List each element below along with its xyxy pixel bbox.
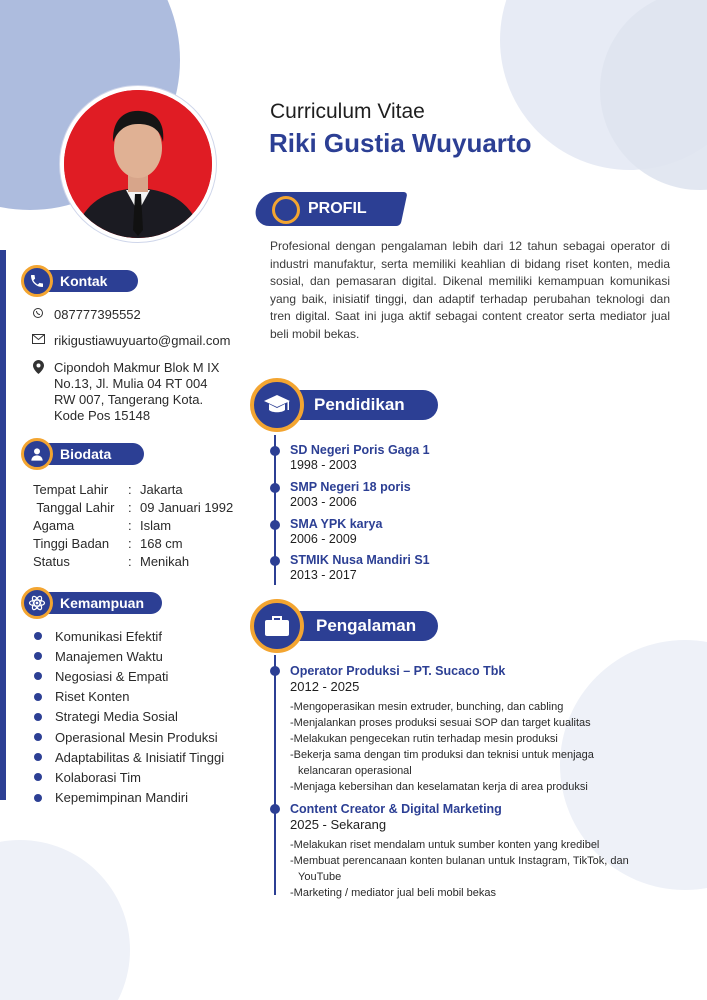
contact-email-row (30, 333, 230, 348)
decorative-circle (0, 840, 130, 1000)
job-period: 2025 - Sekarang (290, 817, 387, 832)
contact-heading-text: Kontak (60, 273, 108, 289)
skill-item (34, 727, 224, 747)
location-pin-icon (30, 360, 46, 377)
skill-item (34, 767, 224, 787)
atom-icon (21, 587, 53, 619)
biodata-value: Menikah (140, 554, 190, 569)
biodata-table (33, 481, 233, 571)
skill-label: Negosiasi & Empati (55, 668, 169, 684)
school-name: SD Negeri Poris Gaga 1 (290, 443, 430, 457)
address-line: No.13, Jl. Mulia 04 RT 004 (54, 376, 208, 391)
biodata-key: Tempat Lahir (33, 482, 109, 497)
school-years: 1998 - 2003 (290, 458, 357, 472)
skill-item (34, 687, 224, 707)
biodata-row (33, 553, 233, 571)
user-icon (21, 438, 53, 470)
bullet-dot (34, 794, 42, 802)
skill-label: Manajemen Waktu (55, 648, 163, 664)
job-task-list (290, 699, 680, 795)
bullet-dot (34, 733, 42, 741)
contact-phone: 087777395552 (54, 307, 141, 322)
bullet-dot (34, 753, 42, 761)
skill-label: Operasional Mesin Produksi (55, 729, 218, 745)
school-years: 2013 - 2017 (290, 568, 357, 582)
job-task: -Marketing / mediator jual beli mobil bekas (290, 887, 497, 899)
job-task: -Melakukan pengecekan rutin terhadap mesin produksi (290, 733, 558, 745)
biodata-row (33, 481, 233, 499)
skill-label: Komunikasi Efektif (55, 628, 162, 644)
biodata-value: Islam (140, 518, 172, 533)
education-item (290, 480, 411, 509)
biodata-row (33, 535, 233, 553)
biodata-row (33, 499, 233, 517)
bullet-dot (34, 773, 42, 781)
school-name: STMIK Nusa Mandiri S1 (290, 553, 430, 567)
whatsapp-icon (30, 307, 46, 322)
school-name: SMA YPK karya (290, 517, 383, 531)
skill-item (34, 707, 224, 727)
biodata-key: Status (33, 554, 70, 569)
graduation-cap-icon (250, 378, 304, 432)
contact-address-row (30, 360, 219, 424)
bullet-dot (34, 632, 42, 640)
skill-label: Kolaborasi Tim (55, 769, 141, 785)
biodata-value: 09 Januari 1992 (140, 500, 234, 515)
job-entry (290, 664, 680, 795)
job-task: -Bekerja sama dengan tim produksi dan teknisi untuk menjaga kelancaran operasional (290, 749, 594, 777)
biodata-separator: : (128, 500, 132, 515)
timeline-dot (270, 666, 280, 676)
job-entry (290, 802, 680, 901)
timeline-dot (270, 446, 280, 456)
profile-heading-ring-icon (272, 196, 300, 224)
skill-item (34, 646, 224, 666)
bullet-dot (34, 693, 42, 701)
experience-heading-text: Pengalaman (316, 616, 417, 635)
contact-address (54, 360, 219, 424)
address-line: Cipondoh Makmur Blok M IX (54, 360, 220, 375)
skills-heading-text: Kemampuan (60, 595, 145, 611)
bullet-dot (34, 672, 42, 680)
biodata-heading-text: Biodata (60, 446, 112, 462)
job-title: Content Creator & Digital Marketing (290, 802, 502, 816)
school-years: 2006 - 2009 (290, 532, 357, 546)
biodata-row (33, 517, 233, 535)
timeline-dot (270, 556, 280, 566)
job-task-list (290, 837, 680, 901)
bullet-dot (34, 652, 42, 660)
job-task: -Menjalankan proses produksi sesuai SOP dan target kualitas (290, 717, 591, 729)
skill-label: Strategi Media Sosial (55, 709, 178, 725)
skill-item (34, 747, 224, 767)
education-item (290, 517, 382, 546)
skill-label: Kepemimpinan Mandiri (55, 790, 188, 806)
timeline-dot (270, 520, 280, 530)
school-name: SMP Negeri 18 poris (290, 480, 411, 494)
experience-timeline (274, 655, 276, 895)
job-task: -Membuat perencanaan konten bulanan untuk Instagram, TikTok, dan YouTube (290, 855, 629, 883)
education-item (290, 553, 430, 582)
profile-heading-text: PROFIL (308, 200, 367, 217)
education-heading-text: Pendidikan (314, 395, 405, 414)
profile-photo (60, 86, 216, 242)
timeline-dot (270, 804, 280, 814)
contact-email: rikigustiawuyuarto@gmail.com (54, 333, 231, 348)
person-portrait-icon (64, 90, 212, 238)
biodata-separator: : (128, 554, 132, 569)
biodata-separator: : (128, 482, 132, 497)
school-years: 2003 - 2006 (290, 495, 357, 509)
address-line: Kode Pos 15148 (54, 408, 151, 423)
biodata-value: 168 cm (140, 536, 183, 551)
biodata-value: Jakarta (140, 482, 183, 497)
bullet-dot (34, 713, 42, 721)
timeline-dot (270, 483, 280, 493)
left-accent-bar (0, 250, 6, 800)
phone-icon (21, 265, 53, 297)
biodata-separator: : (128, 536, 132, 551)
mail-icon (30, 333, 46, 347)
skill-item (34, 626, 224, 646)
job-task: -Melakukan riset mendalam untuk sumber konten yang kredibel (290, 839, 600, 851)
skill-label: Riset Konten (55, 689, 130, 705)
briefcase-icon (250, 599, 304, 653)
education-item (290, 443, 430, 472)
job-period: 2012 - 2025 (290, 679, 360, 694)
skills-list (34, 626, 224, 808)
biodata-key: Agama (33, 518, 75, 533)
profile-summary: Profesional dengan pengalaman lebih dari 12 tahun sebagai operator di industri manufaktur, serta memiliki keahlian di bidang riset konten, media sosial, dan pemasaran digital. Dikenal memiliki kemampuan komunikasi yang baik, inisiatif tinggi, dan adaptif terhadap perubahan teknologi dan tren digital. Saat ini juga aktif sebagai content creator serta mediator jual beli mobil bekas. (270, 239, 670, 341)
skill-item (34, 666, 224, 686)
document-label: Curriculum Vitae (270, 100, 425, 123)
job-title: Operator Produksi – PT. Sucaco Tbk (290, 664, 506, 678)
biodata-key: Tinggi Badan (33, 536, 110, 551)
skill-item (34, 788, 224, 808)
biodata-separator: : (128, 518, 132, 533)
skill-label: Adaptabilitas & Inisiatif Tinggi (55, 749, 225, 765)
biodata-key: Tanggal Lahir (33, 500, 115, 515)
job-task: -Menjaga kebersihan dan keselamatan kerja di area produksi (290, 781, 588, 793)
contact-phone-row (30, 307, 141, 322)
address-line: RW 007, Tangerang Kota. (54, 392, 204, 407)
job-task: -Mengoperasikan mesin extruder, bunching, dan cabling (290, 701, 564, 713)
candidate-name: Riki Gustia Wuyuarto (269, 128, 532, 158)
